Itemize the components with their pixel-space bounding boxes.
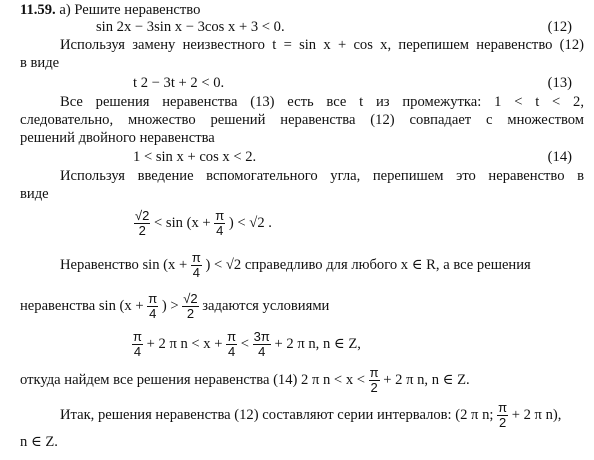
paragraph-5 [20,290,594,322]
equation-13-label: (13) [547,75,572,91]
auxiliary-angle-inequality [134,207,594,239]
paragraph-6-tail: + 2 π n, n ∈ Z. [383,372,470,388]
fraction-numerator: π [369,365,379,381]
inequality-right: ) < √2 . [228,215,272,231]
paragraph-7-lead: Итак, решения неравенства (12) составляют серии интервалов: (2 π n; [60,407,494,423]
fraction-pi-over-4 [214,209,225,238]
paragraph-2-line-1: Все решения неравенства (13) есть все t из промежутка: 1 < t < 2, [60,94,584,110]
fraction-denominator: 4 [149,306,157,322]
paragraph-1-line-1: Используя замену неизвестного t = sin x + cos x, перепишем неравенство (12) [60,37,584,53]
paragraph-4-mid: ) < √2 справедливо для любого x ∈ R, а все решения [205,257,531,273]
equation-12 [96,19,594,36]
paragraph-3-line-2: виде [20,186,49,202]
conditions-line [132,328,594,360]
fraction-denominator: 4 [228,344,236,360]
paragraph-5-tail: задаются условиями [202,298,330,314]
paragraph-7-line-2: n ∈ Z. [20,434,58,450]
fraction-denominator: 2 [186,306,195,322]
fraction-denominator: 2 [138,223,146,239]
paragraph-3-line-1: Используя введение вспомогательного угла, перепишем это неравенство в [60,168,584,184]
fraction-pi-over-4 [226,330,237,359]
fraction-pi-over-4 [147,292,158,321]
paragraph-5-lead: неравенства sin (x + [20,298,144,314]
equation-14-expr: 1 < sin x + cos x < 2. [133,149,257,165]
paragraph-1-line-2: в виде [20,55,60,71]
paragraph-5-mid: ) > [161,298,179,314]
fraction-sqrt2-over-2 [134,209,150,238]
fraction-numerator: √2 [135,208,150,224]
fraction-numerator: π [191,250,201,266]
problem-number: 11.59. [20,2,56,18]
fraction-pi-over-4 [191,251,202,280]
paragraph-6-lead: откуда найдем все решения неравенства (14) 2 π n < x < [20,372,365,388]
paragraph-7-tail: + 2 π n), [511,407,562,423]
fraction-denominator: 4 [216,223,224,239]
fraction-sqrt2-over-2 [182,292,198,321]
fraction-pi-over-4 [132,330,143,359]
conditions-part-2: < [240,336,250,352]
paragraph-2-line-2: следовательно, множество решений неравенства (12) совпадает с множеством [20,112,584,128]
fraction-pi-over-2 [497,401,508,430]
paragraph-4 [60,249,594,281]
fraction-numerator: √2 [183,291,198,307]
conditions-part-3: + 2 π n, n ∈ Z, [274,336,361,352]
paragraph-6 [20,364,594,396]
fraction-3pi-over-4 [253,330,271,359]
equation-14-label: (14) [547,149,572,165]
fraction-numerator: π [498,400,508,416]
paragraph-4-lead: Неравенство sin (x + [60,257,188,273]
equation-12-label: (12) [547,19,572,35]
fraction-numerator: π [227,329,237,345]
paragraph-7 [60,399,594,431]
problem-part: а) Решите неравенство [59,2,201,18]
conditions-part-1: + 2 π n < x + [146,336,223,352]
fraction-denominator: 4 [258,344,266,360]
fraction-numerator: π [133,329,142,345]
fraction-denominator: 4 [192,265,200,281]
inequality-middle: < sin (x + [154,215,211,231]
fraction-pi-over-2 [369,366,380,395]
fraction-denominator: 4 [133,344,142,360]
fraction-numerator: π [148,291,158,307]
fraction-denominator: 2 [370,380,378,396]
paragraph-2-line-3: решений двойного неравенства [20,130,215,146]
fraction-denominator: 2 [498,415,507,431]
equation-13-expr: t 2 − 3t + 2 < 0. [133,75,225,91]
problem-header [20,2,594,19]
equation-12-expr: sin 2x − 3sin x − 3cos x + 3 < 0. [96,19,285,35]
fraction-numerator: 3π [253,329,270,345]
fraction-numerator: π [215,208,225,224]
